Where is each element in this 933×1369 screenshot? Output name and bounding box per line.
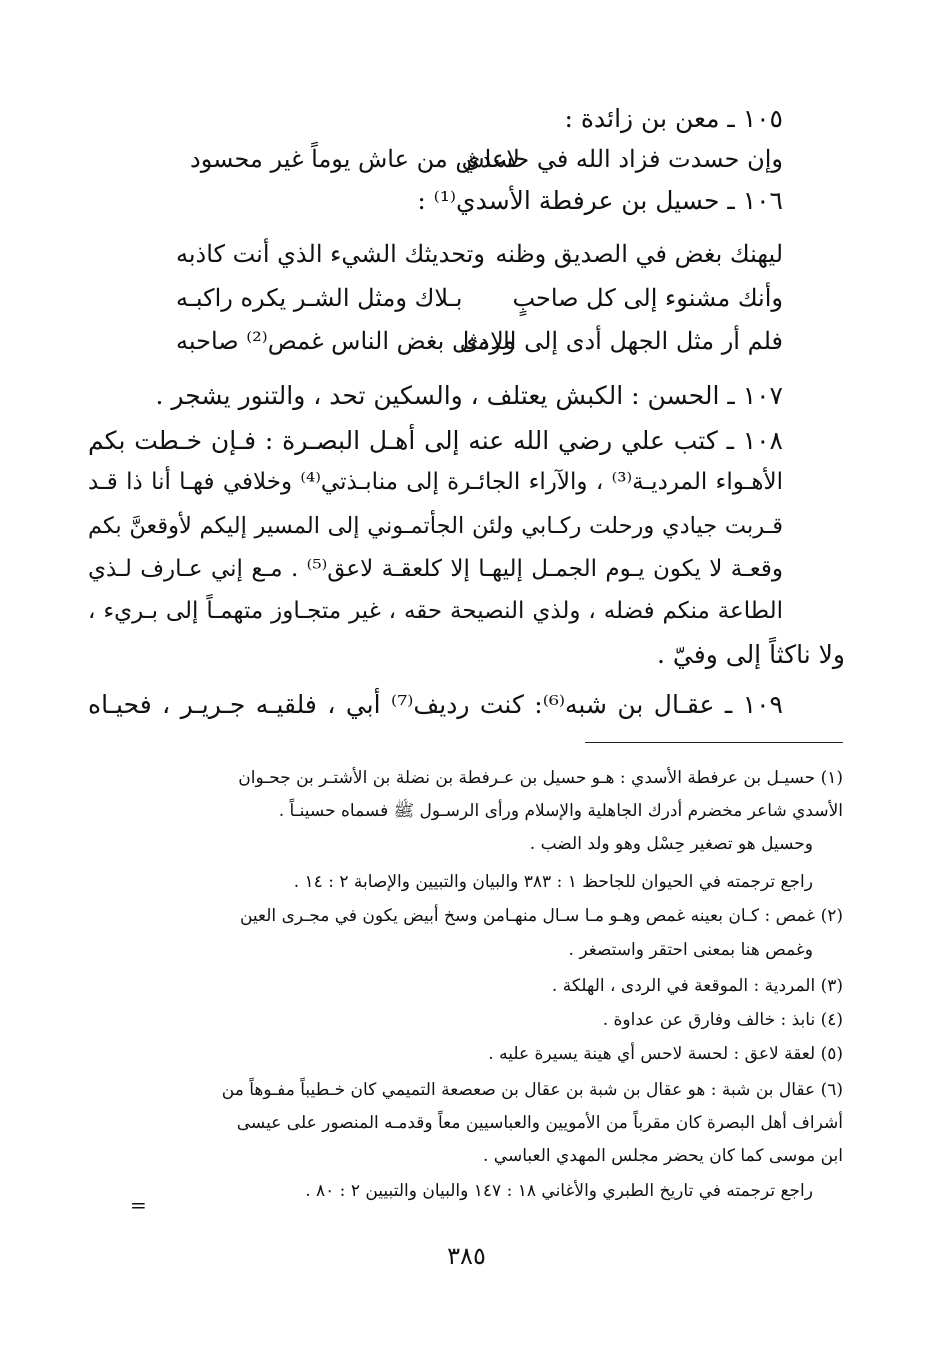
footnote-3: (٣) المردية : الموقعة في الردى ، الهلكة .: [551, 976, 843, 996]
verse-106-3-second: ولامثل بغض الناس غمص⁽²⁾ صاحبه: [176, 327, 516, 355]
entry-108-line-6: ولا ناكثاً إلى وفيّ .: [657, 640, 845, 669]
entry-109: ١٠٩ ـ عقـال بن شبه⁽⁶⁾: كنت رديف⁽⁷⁾ أبي ، فلقيـه جـريـر ، فحيـاه: [88, 690, 783, 719]
verse-106-3-first: فلم أر مثل الجهل أدى إلى الردى: [459, 327, 783, 355]
footnote-5: (٥) لعقة لاعق : لحسة لاحس أي هينة يسيرة عليه .: [488, 1044, 843, 1064]
entry-108-line-3: قـربت جيادي ورحلت ركـابي ولئن الجأتمـوني إلى المسير إليكم لأوقعنَّ بكم: [88, 513, 783, 539]
footnote-1-line-1: (١) حسيـل بن عرفطة الأسدي : هـو حسيل بن عـرفطة بن نضلة بن الأشتـر بن جحـوان: [238, 768, 843, 788]
footnote-2-line-1: (٢) غمص : كـان بعينه غمص وهـو مـا سـال منهـامن وسخ أبيض يكون في مجـرى العين: [239, 906, 843, 926]
footnote-1-line-2: الأسدي شاعر مخضرم أدرك الجاهلية والإسلام ورأى الرسـول ﷺ فسماه حسينـاً .: [278, 801, 843, 821]
verse-106-1-first: ليهنك بغض في الصديق وظنه: [495, 240, 783, 268]
entry-108-line-5: الطاعة منكم فضله ، ولذي النصيحة حقه ، غير متجـاوز متهمـاً إلى بـريء ،: [88, 598, 783, 624]
footnote-1-line-3: وحسيل هو تصغير حِسْل وهو ولد الضب .: [529, 834, 813, 854]
verse-105-first-hemistich: وإن حسدت فزاد الله في حسدي: [461, 145, 783, 173]
footnote-6-line-1: (٦) عقال بن شبة : هو عقال بن شبة بن عقال بن صعصعة التميمي كان خـطيباً مفـوهاً من: [221, 1080, 843, 1100]
footnote-6-line-2: أشراف أهل البصرة كان مقرباً من الأمويين والعباسيين معاً وقدمـه المنصور على عيسى: [236, 1113, 843, 1133]
entry-108-line-4: وقعـة لا يكون يـوم الجمـل إليهـا إلا كلعقـة لاعق⁽⁵⁾ . مـع إني عـارف لـذي: [88, 556, 783, 582]
verse-106-2-first: وأنك مشنوء إلى كل صاحبٍ: [512, 284, 783, 312]
entry-106-heading: ١٠٦ ـ حسيل بن عرفطة الأسدي⁽¹⁾ :: [417, 186, 783, 215]
entry-107: ١٠٧ ـ الحسن : الكبش يعتلف ، والسكين تحد ، والتنور يشجر .: [155, 381, 783, 410]
verse-106-2-second: بـلاك ومثل الشـر يكره راكبـه: [176, 284, 463, 312]
page-number: ٣٨٥: [447, 1242, 486, 1270]
verse-106-1-second: وتحديثك الشيء الذي أنت كاذبه: [176, 240, 485, 268]
entry-105-heading: ١٠٥ ـ معن بن زائدة :: [564, 104, 783, 133]
footnote-separator: [585, 742, 843, 743]
footnote-4: (٤) نابذ : خالف وفارق عن عداوة .: [602, 1010, 843, 1030]
footnote-6-line-4: راجع ترجمته في تاريخ الطبري والأغاني ١٨ : ١٤٧ والبيان والتبيين ٢ : ٨٠ .: [305, 1181, 813, 1201]
footnote-6-line-3: ابن موسى كما كان يحضر مجلس المهدي العباسي .: [482, 1146, 843, 1166]
entry-108-line-2: الأهـواء المرديـة⁽³⁾ ، والآراء الجائـرة إلى منابـذتي⁽⁴⁾ وخلافي فهـا أنا ذا قـد: [88, 469, 783, 495]
verse-105-second-hemistich: لاعاش من عاش يوماً غير محسود: [190, 145, 520, 173]
footnote-1-line-4: راجع ترجمته في الحيوان للجاحظ ١ : ٣٨٣ والبيان والتبيين والإصابة ٢ : ١٤ .: [293, 872, 813, 892]
footnote-2-line-2: وغمص هنا بمعنى احتقر واستصغر .: [568, 940, 813, 960]
continuation-mark: =: [130, 1193, 147, 1217]
entry-108-line-1: ١٠٨ ـ كتب علي رضي الله عنه إلى أهـل البصـرة : فـإن خـطت بكم: [88, 426, 783, 455]
